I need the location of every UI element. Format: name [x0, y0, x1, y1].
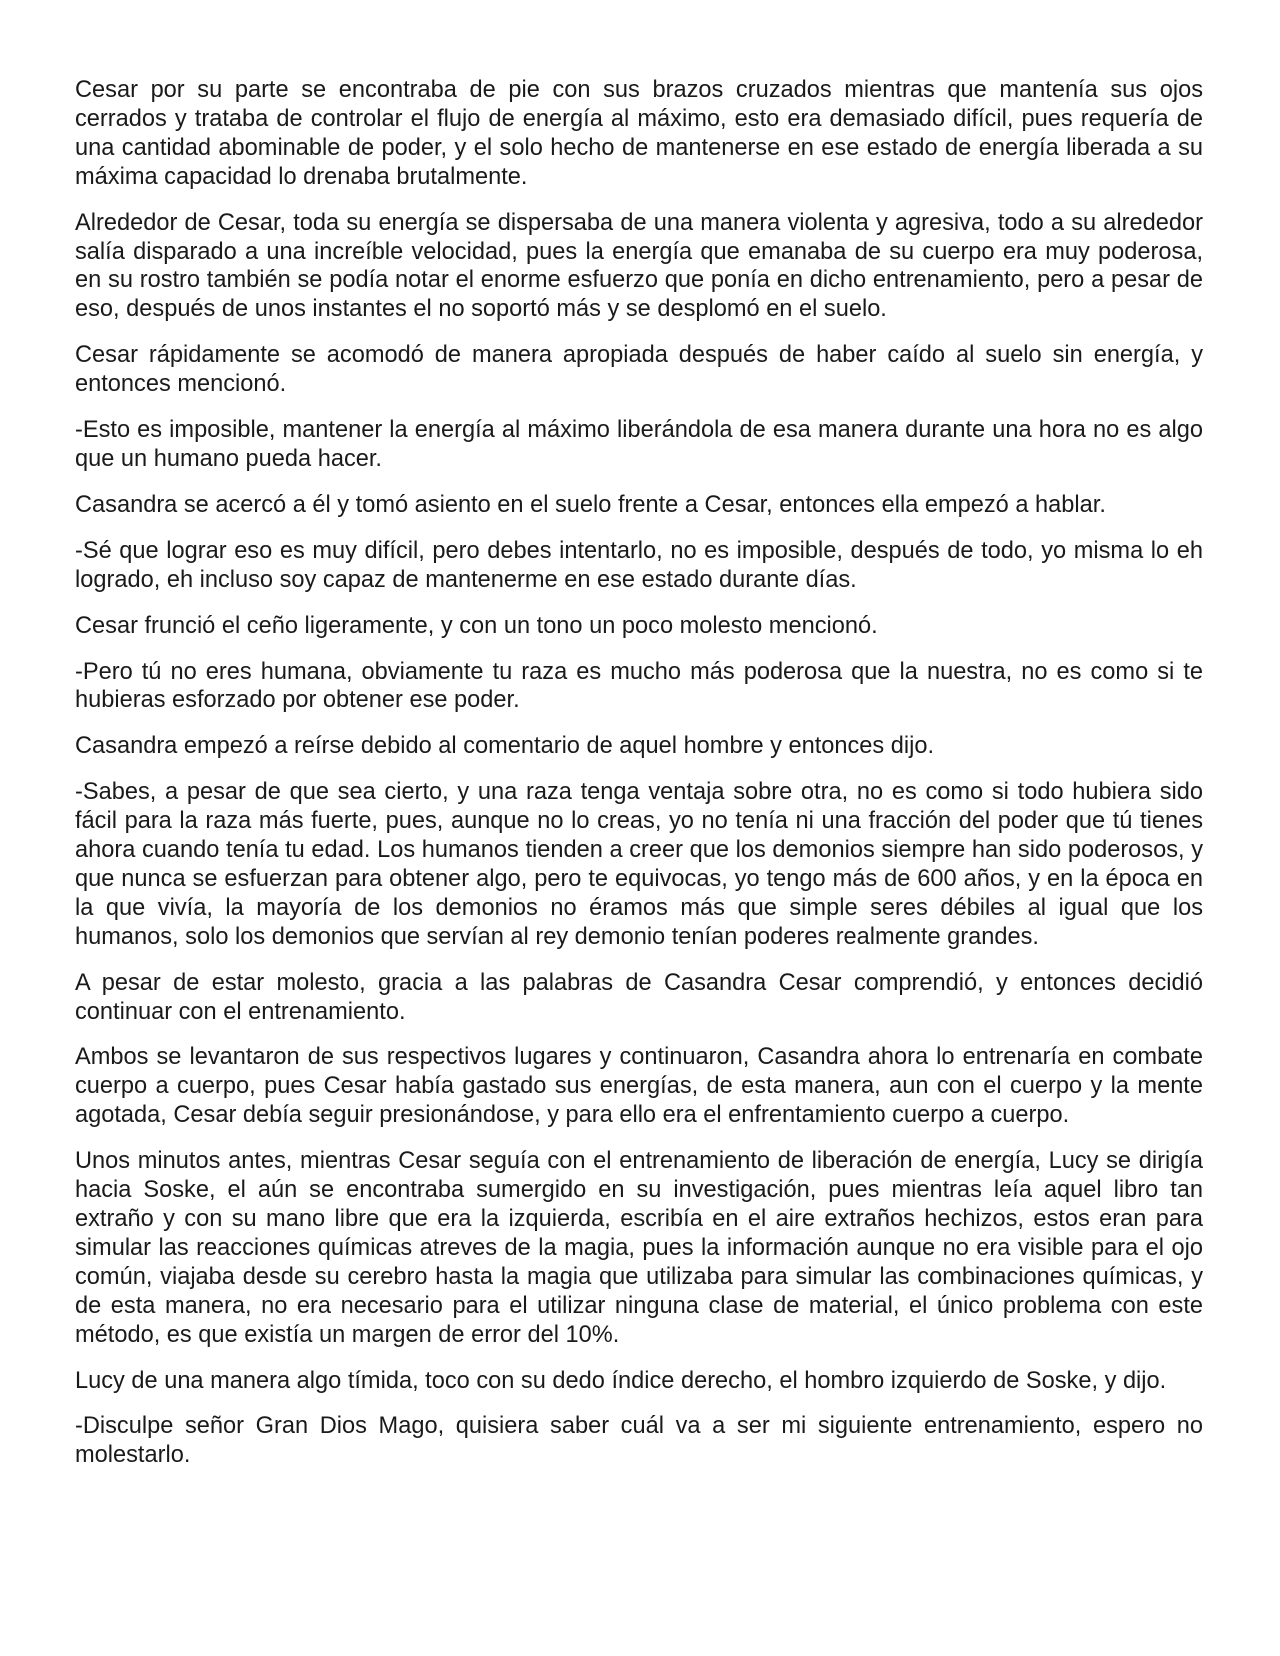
paragraph: Unos minutos antes, mientras Cesar seguía con el entrenamiento de liberación de energía, Lucy se dirigía hacia Soske, el aún se encontraba sumergido en su investigación, pues mientras leía aquel libro tan extraño y con su mano libre que era la izquierda, escribía en el aire extraños hechizos, estos eran para simular las reacciones químicas atreves de la magia, pues la información aunque no era visible para el ojo común, viajaba desde su cerebro hasta la magia que utilizaba para simular las combinaciones químicas, y de esta manera, no era necesario para el utilizar ninguna clase de material, el único problema con este método, es que existía un margen de error del 10%. — [75, 1148, 1203, 1348]
paragraph: Casandra se acercó a él y tomó asiento en el suelo frente a Cesar, entonces ella empezó a hablar. — [75, 491, 1106, 518]
document-page — [75, 76, 1203, 1487]
paragraph: -Pero tú no eres humana, obviamente tu raza es mucho más poderosa que la nuestra, no es como si te hubieras esforzado por obtener ese poder. — [75, 658, 1203, 714]
paragraph: Lucy de una manera algo tímida, toco con su dedo índice derecho, el hombro izquierdo de Soske, y dijo. — [75, 1367, 1167, 1394]
paragraph: Alrededor de Cesar, toda su energía se dispersaba de una manera violenta y agresiva, todo a su alrededor salía disparado a una increíble velocidad, pues la energía que emanaba de su cuerpo era muy poderosa, en su rostro también se podía notar el enorme esfuerzo que ponía en dicho entrenamiento, pero a pesar de eso, después de unos instantes el no soportó más y se desplomó en el suelo. — [75, 209, 1203, 323]
paragraph: Casandra empezó a reírse debido al comentario de aquel hombre y entonces dijo. — [75, 733, 935, 760]
paragraph: -Sabes, a pesar de que sea cierto, y una raza tenga ventaja sobre otra, no es como si todo hubiera sido fácil para la raza más fuerte, pues, aunque no lo creas, yo no tenía ni una fracción del poder que tú tienes ahora cuando tenía tu edad. Los humanos tienden a creer que los demonios siempre han sido poderosos, y que nunca se esfuerzan para obtener algo, pero te equivocas, yo tengo más de 600 años, y en la época en la que vivía, la mayoría de los demonios no éramos más que simple seres débiles al igual que los humanos, solo los demonios que servían al rey demonio tenían poderes realmente grandes. — [75, 779, 1203, 950]
paragraph: Cesar por su parte se encontraba de pie con sus brazos cruzados mientras que mantenía sus ojos cerrados y trataba de controlar el flujo de energía al máximo, esto era demasiado difícil, pues requería de una cantidad abominable de poder, y el solo hecho de mantenerse en ese estado de energía liberada a su máxima capacidad lo drenaba brutalmente. — [75, 77, 1203, 190]
paragraph: A pesar de estar molesto, gracia a las palabras de Casandra Cesar comprendió, y entonces decidió continuar con el entrenamiento. — [75, 969, 1203, 1025]
paragraph: -Sé que lograr eso es muy difícil, pero debes intentarlo, no es imposible, después de todo, yo misma lo eh logrado, eh incluso soy capaz de mantenerme en ese estado durante días. — [75, 537, 1203, 593]
paragraph: Ambos se levantaron de sus respectivos lugares y continuaron, Casandra ahora lo entrenaría en combate cuerpo a cuerpo, pues Cesar había gastado sus energías, de esta manera, aun con el cuerpo y la mente agotada, Cesar debía seguir presionándose, y para ello era el enfrentamiento cuerpo a cuerpo. — [75, 1044, 1203, 1129]
paragraph: -Esto es imposible, mantener la energía al máximo liberándola de esa manera durante una hora no es algo que un humano pueda hacer. — [75, 417, 1203, 472]
paragraph: Cesar rápidamente se acomodó de manera apropiada después de haber caído al suelo sin energía, y entonces mencionó. — [75, 342, 1203, 398]
paragraph: -Disculpe señor Gran Dios Mago, quisiera saber cuál va a ser mi siguiente entrenamiento, espero no molestarlo. — [75, 1413, 1203, 1469]
paragraph: Cesar frunció el ceño ligeramente, y con un tono un poco molesto mencionó. — [75, 612, 878, 639]
